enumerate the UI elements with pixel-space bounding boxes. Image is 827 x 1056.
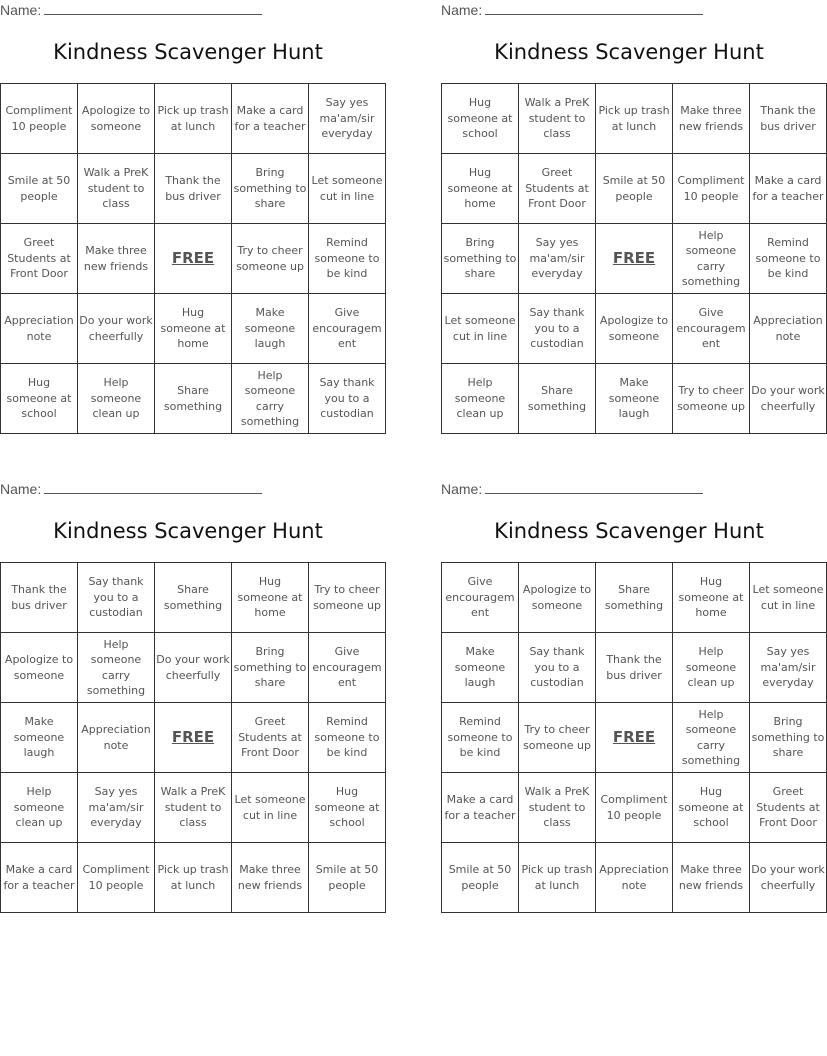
grid-cell: Help someone carry something <box>673 703 750 773</box>
grid-cell: Smile at 50 people <box>309 843 386 913</box>
grid-cell: Help someone clean up <box>78 364 155 434</box>
grid-row <box>1 224 386 294</box>
name-line <box>441 481 703 497</box>
card-title: Kindness Scavenger Hunt <box>494 519 764 543</box>
grid-cell: Make a card for a teacher <box>232 84 309 154</box>
free-cell: FREE <box>596 224 673 294</box>
grid-cell: Smile at 50 people <box>442 843 519 913</box>
grid-row <box>1 773 386 843</box>
grid-cell: Say yes ma'am/sir everyday <box>309 84 386 154</box>
grid-cell: Make three new friends <box>78 224 155 294</box>
grid-cell: Make a card for a teacher <box>750 154 827 224</box>
grid-cell: Hug someone at home <box>232 563 309 633</box>
name-label: Name: <box>0 2 42 18</box>
grid-cell: Appreciation note <box>596 843 673 913</box>
grid-row <box>442 773 827 843</box>
grid-cell: Help someone carry something <box>78 633 155 703</box>
name-blank-line <box>485 2 703 15</box>
grid-cell: Apologize to someone <box>78 84 155 154</box>
card-title: Kindness Scavenger Hunt <box>53 40 323 64</box>
grid-cell: Hug someone at home <box>155 294 232 364</box>
grid-row <box>1 294 386 364</box>
grid-row <box>1 84 386 154</box>
grid-cell: Let someone cut in line <box>750 563 827 633</box>
bingo-card-3 <box>0 479 382 915</box>
free-cell: FREE <box>596 703 673 773</box>
grid-cell: Say yes ma'am/sir everyday <box>519 224 596 294</box>
grid-cell: Appreciation note <box>78 703 155 773</box>
grid-row <box>1 154 386 224</box>
grid-row <box>442 633 827 703</box>
grid-cell: Do your work cheerfully <box>155 633 232 703</box>
grid-cell: Make a card for a teacher <box>1 843 78 913</box>
grid-cell: Greet Students at Front Door <box>519 154 596 224</box>
card-title: Kindness Scavenger Hunt <box>53 519 323 543</box>
grid-cell: Do your work cheerfully <box>750 364 827 434</box>
grid-cell: Apologize to someone <box>1 633 78 703</box>
grid-cell: Let someone cut in line <box>232 773 309 843</box>
grid-cell: Hug someone at home <box>442 154 519 224</box>
grid-cell: Hug someone at school <box>442 84 519 154</box>
name-line <box>0 2 262 18</box>
grid-cell: Share something <box>155 563 232 633</box>
grid-row <box>1 633 386 703</box>
grid-cell: Say yes ma'am/sir everyday <box>750 633 827 703</box>
grid-cell: Try to cheer someone up <box>232 224 309 294</box>
grid-cell: Make someone laugh <box>596 364 673 434</box>
grid-cell: Compliment 10 people <box>78 843 155 913</box>
grid-cell: Pick up trash at lunch <box>155 843 232 913</box>
grid-row <box>1 563 386 633</box>
grid-cell: Say thank you to a custodian <box>309 364 386 434</box>
grid-row <box>442 364 827 434</box>
grid-cell: Let someone cut in line <box>309 154 386 224</box>
grid-cell: Say thank you to a custodian <box>78 563 155 633</box>
grid-cell: Try to cheer someone up <box>309 563 386 633</box>
grid-cell: Hug someone at school <box>673 773 750 843</box>
grid-cell: Walk a PreK student to class <box>519 773 596 843</box>
grid-row <box>442 703 827 773</box>
grid-cell: Do your work cheerfully <box>750 843 827 913</box>
grid-cell: Bring something to share <box>232 154 309 224</box>
grid-cell: Help someone carry something <box>232 364 309 434</box>
grid-cell: Remind someone to be kind <box>309 224 386 294</box>
grid-row <box>442 84 827 154</box>
grid-cell: Make a card for a teacher <box>442 773 519 843</box>
grid-cell: Hug someone at school <box>309 773 386 843</box>
grid-cell: Compliment 10 people <box>596 773 673 843</box>
grid-row <box>442 843 827 913</box>
grid-cell: Smile at 50 people <box>1 154 78 224</box>
name-label: Name: <box>441 481 483 497</box>
grid-cell: Smile at 50 people <box>596 154 673 224</box>
grid-cell: Hug someone at home <box>673 563 750 633</box>
grid-cell: Try to cheer someone up <box>673 364 750 434</box>
free-cell: FREE <box>155 703 232 773</box>
grid-cell: Share something <box>596 563 673 633</box>
grid-cell: Bring something to share <box>232 633 309 703</box>
name-blank-line <box>44 481 262 494</box>
grid-cell: Make three new friends <box>673 84 750 154</box>
grid-cell: Greet Students at Front Door <box>1 224 78 294</box>
grid-row <box>1 703 386 773</box>
grid-cell: Say thank you to a custodian <box>519 633 596 703</box>
bingo-card-1 <box>0 0 383 436</box>
grid-cell: Help someone clean up <box>673 633 750 703</box>
grid-cell: Say thank you to a custodian <box>519 294 596 364</box>
grid-cell: Pick up trash at lunch <box>155 84 232 154</box>
grid-cell: Remind someone to be kind <box>442 703 519 773</box>
grid-cell: Hug someone at school <box>1 364 78 434</box>
name-label: Name: <box>441 2 483 18</box>
name-line <box>441 2 703 18</box>
grid-cell: Remind someone to be kind <box>750 224 827 294</box>
grid-cell: Greet Students at Front Door <box>232 703 309 773</box>
name-line <box>0 481 262 497</box>
grid-cell: Help someone clean up <box>1 773 78 843</box>
bingo-grid <box>441 83 827 434</box>
name-label: Name: <box>0 481 42 497</box>
grid-cell: Thank the bus driver <box>596 633 673 703</box>
grid-cell: Thank the bus driver <box>750 84 827 154</box>
grid-cell: Walk a PreK student to class <box>519 84 596 154</box>
grid-cell: Bring something to share <box>750 703 827 773</box>
grid-row <box>442 294 827 364</box>
bingo-card-2 <box>441 0 825 436</box>
grid-cell: Give encouragement <box>673 294 750 364</box>
grid-cell: Give encouragement <box>309 633 386 703</box>
grid-row <box>1 843 386 913</box>
grid-cell: Share something <box>519 364 596 434</box>
grid-cell: Compliment 10 people <box>1 84 78 154</box>
grid-cell: Pick up trash at lunch <box>596 84 673 154</box>
name-blank-line <box>485 481 703 494</box>
grid-cell: Walk a PreK student to class <box>78 154 155 224</box>
grid-cell: Help someone clean up <box>442 364 519 434</box>
grid-cell: Make someone laugh <box>232 294 309 364</box>
grid-cell: Walk a PreK student to class <box>155 773 232 843</box>
grid-row <box>1 364 386 434</box>
grid-cell: Greet Students at Front Door <box>750 773 827 843</box>
grid-cell: Make three new friends <box>232 843 309 913</box>
grid-cell: Do your work cheerfully <box>78 294 155 364</box>
grid-cell: Make someone laugh <box>1 703 78 773</box>
card-title: Kindness Scavenger Hunt <box>494 40 764 64</box>
grid-cell: Pick up trash at lunch <box>519 843 596 913</box>
grid-cell: Appreciation note <box>1 294 78 364</box>
grid-row <box>442 154 827 224</box>
grid-cell: Make someone laugh <box>442 633 519 703</box>
grid-cell: Thank the bus driver <box>1 563 78 633</box>
bingo-grid <box>0 83 386 434</box>
grid-cell: Share something <box>155 364 232 434</box>
grid-cell: Say yes ma'am/sir everyday <box>78 773 155 843</box>
grid-cell: Thank the bus driver <box>155 154 232 224</box>
grid-cell: Compliment 10 people <box>673 154 750 224</box>
grid-cell: Give encouragement <box>309 294 386 364</box>
grid-cell: Appreciation note <box>750 294 827 364</box>
grid-cell: Try to cheer someone up <box>519 703 596 773</box>
grid-row <box>442 224 827 294</box>
grid-cell: Give encouragement <box>442 563 519 633</box>
free-cell: FREE <box>155 224 232 294</box>
name-blank-line <box>44 2 262 15</box>
grid-cell: Let someone cut in line <box>442 294 519 364</box>
grid-cell: Apologize to someone <box>596 294 673 364</box>
grid-cell: Make three new friends <box>673 843 750 913</box>
bingo-grid <box>441 562 827 913</box>
bingo-grid <box>0 562 386 913</box>
grid-cell: Apologize to someone <box>519 563 596 633</box>
grid-cell: Help someone carry something <box>673 224 750 294</box>
grid-cell: Bring something to share <box>442 224 519 294</box>
bingo-card-4 <box>441 479 825 915</box>
grid-cell: Remind someone to be kind <box>309 703 386 773</box>
grid-row <box>442 563 827 633</box>
